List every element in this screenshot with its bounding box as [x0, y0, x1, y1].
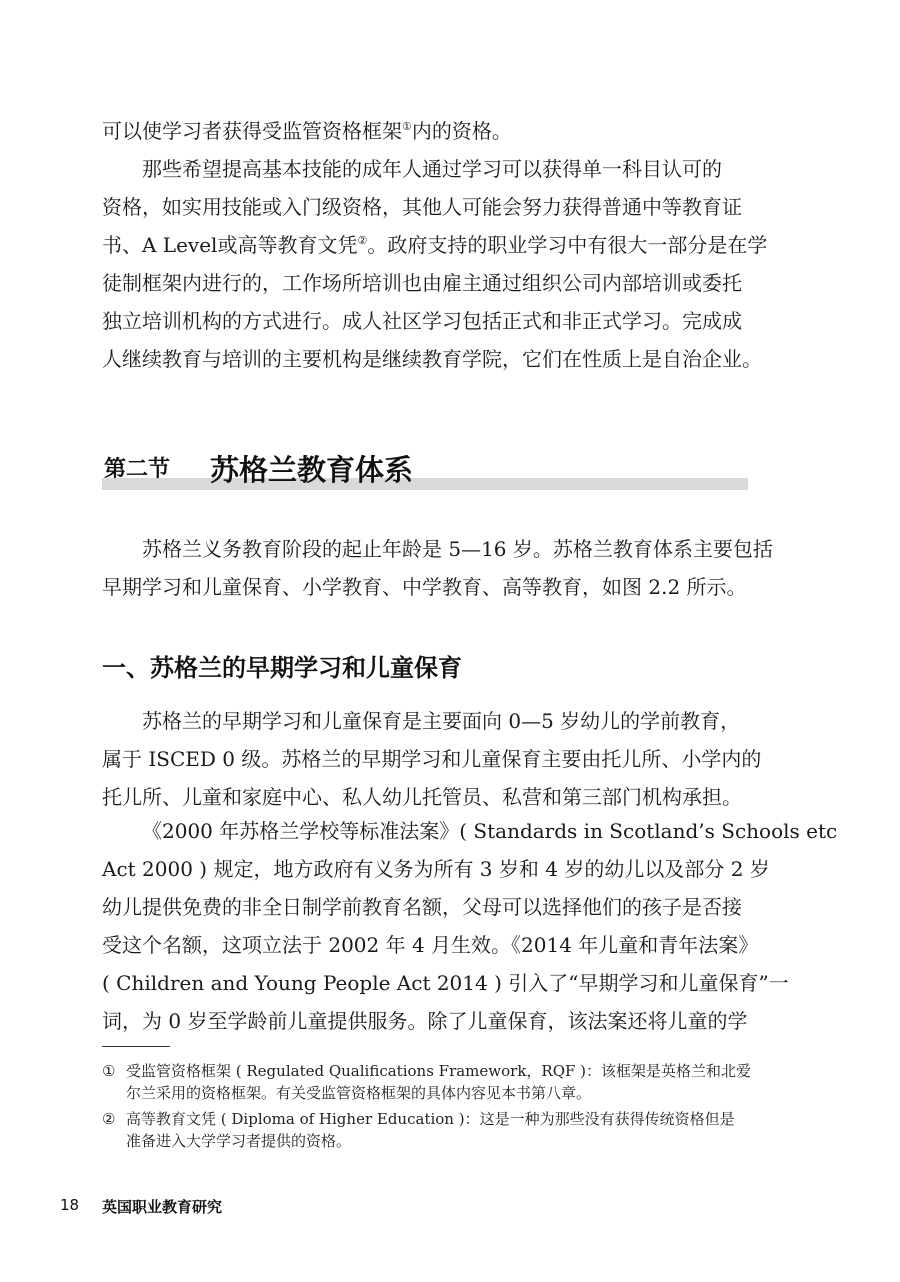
text-line: Act 2000 ) 规定，地方政府有义务为所有 3 岁和 4 岁的幼儿以及部分 2 岁 — [102, 857, 770, 881]
text-line: 准备进入大学学习者提供的资格。 — [126, 1132, 352, 1150]
paragraph-early-learning — [102, 702, 762, 816]
text-line: 高等教育文凭 ( Diploma of Higher Education )：这是一种为那些没有获得传统资格但是 — [126, 1110, 735, 1128]
text-line: ( Children and Young People Act 2014 ) 引入了“早期学习和儿童保育”一 — [102, 971, 789, 995]
text-run: 。政府支持的职业学习中有很大一部分是在学 — [367, 233, 768, 257]
paragraph-scotland-overview — [102, 530, 773, 606]
text-line: 苏格兰的早期学习和儿童保育是主要面向 0—5 岁幼儿的学前教育， — [142, 709, 741, 733]
text-line: 那些希望提高基本技能的成年人通过学习可以获得单一科目认可的 — [142, 157, 722, 181]
text-line — [102, 112, 748, 150]
footnote-marker: ① — [102, 1062, 116, 1080]
text-line: 受监管资格框架 ( Regulated Qualifications Framework，RQF )：该框架是英格兰和北爱 — [126, 1062, 752, 1080]
footnote-marker: ② — [102, 1110, 116, 1128]
text-line: 托儿所、儿童和家庭中心、私人幼儿托管员、私营和第三部门机构承担。 — [102, 785, 742, 809]
text-line: 属于 ISCED 0 级。苏格兰的早期学习和儿童保育主要由托儿所、小学内的 — [102, 747, 762, 771]
text-line — [102, 226, 768, 264]
text-run: 可以使学习者获得受监管资格框架 — [102, 119, 402, 143]
subheading: 一、苏格兰的早期学习和儿童保育 — [102, 654, 462, 682]
paragraph-legislation — [102, 812, 838, 1040]
text-line: 早期学习和儿童保育、小学教育、中学教育、高等教育，如图 2.2 所示。 — [102, 575, 747, 599]
text-line: 幼儿提供免费的非全日制学前教育名额，父母可以选择他们的孩子是否接 — [102, 895, 742, 919]
section-number: 第二节 — [104, 457, 171, 482]
running-footer-title: 英国职业教育研究 — [102, 1198, 223, 1216]
text-line: 词，为 0 岁至学龄前儿童提供服务。除了儿童保育，该法案还将儿童的学 — [102, 1009, 748, 1033]
footnote-ref-2[interactable]: ② — [357, 234, 368, 247]
section-heading — [102, 448, 748, 492]
paragraph-continuation — [102, 112, 748, 150]
paragraph-adult-learning — [102, 150, 768, 378]
text-run: 书、A Level或高等教育文凭 — [102, 233, 358, 257]
text-line: 独立培训机构的方式进行。成人社区学习包括正式和非正式学习。完成成 — [102, 309, 742, 333]
page-number: 18 — [60, 1196, 80, 1214]
text-line: 人继续教育与培训的主要机构是继续教育学院，它们在性质上是自治企业。 — [102, 347, 762, 371]
footnote-2 — [102, 1108, 762, 1152]
footnote-1 — [102, 1060, 762, 1104]
text-line: 资格，如实用技能或入门级资格，其他人可能会努力获得普通中等教育证 — [102, 195, 742, 219]
text-line: 尔兰采用的资格框架。有关受监管资格框架的具体内容见本书第八章。 — [126, 1084, 592, 1102]
text-line: 《2000 年苏格兰学校等标准法案》( Standards in Scotland’s Schools etc — [142, 819, 838, 843]
text-line: 徒制框架内进行的，工作场所培训也由雇主通过组织公司内部培训或委托 — [102, 271, 742, 295]
footnote-ref-1[interactable]: ① — [402, 120, 412, 133]
text-run: 内的资格。 — [411, 119, 512, 143]
section-title: 苏格兰教育体系 — [210, 453, 414, 487]
footnote-divider — [102, 1046, 170, 1047]
footnote-text — [102, 1108, 762, 1152]
section-heading-bar — [102, 478, 748, 490]
text-line: 受这个名额，这项立法于 2002 年 4 月生效。《2014 年儿童和青年法案》 — [102, 933, 759, 957]
footnote-text — [102, 1060, 762, 1104]
text-line: 苏格兰义务教育阶段的起止年龄是 5—16 岁。苏格兰教育体系主要包括 — [142, 537, 773, 561]
